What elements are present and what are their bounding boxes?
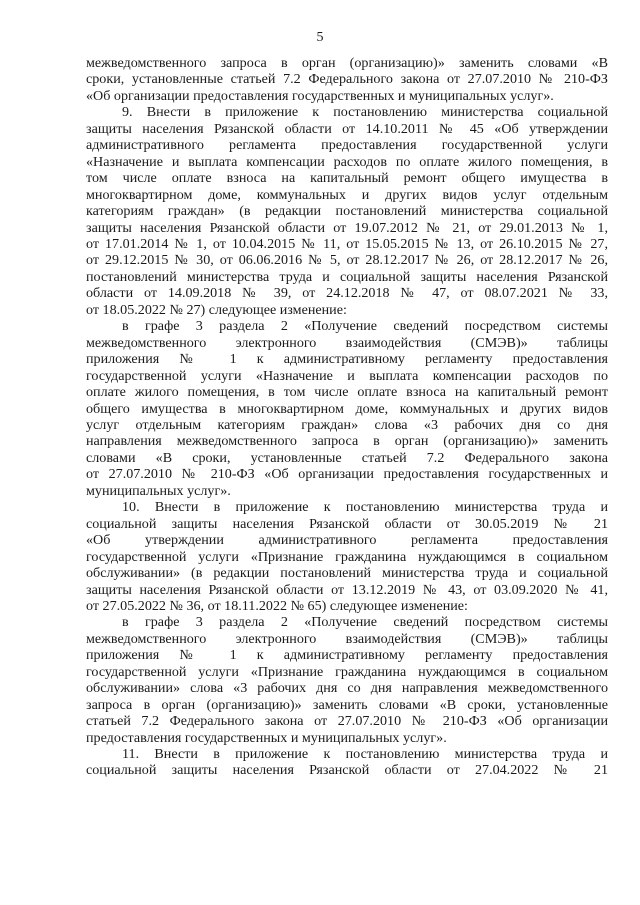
text-line: услуг отдельным категориям граждан» слова «3 рабочих дня со дня [86,416,608,433]
text-line: словами «В сроки, установленные статьей 7.2 Федерального закона [86,449,608,466]
text-line: государственной услуги «Признание гражданина нуждающимся в социальном [86,663,608,680]
paragraph [86,499,608,614]
text-line: защиты населения Рязанской области от 13.12.2019 № 43, от 03.09.2020 № 41, [86,581,608,598]
document-body [86,55,608,779]
text-line: 9. Внести в приложение к постановлению министерства социальной [122,104,608,121]
text-line: сроки, установленные статьей 7.2 Федерального закона от 27.07.2010 № 210-ФЗ [86,71,608,88]
paragraph [86,55,608,104]
text-line: обслуживании» слова «3 рабочих дня со дня направления межведомственного [86,680,608,697]
text-line: социальной защиты населения Рязанской области от 30.05.2019 № 21 [86,515,608,532]
text-line: социальной защиты населения Рязанской области от 27.04.2022 № 21 [86,762,608,779]
paragraph [86,104,608,318]
text-line: общего имущества в многоквартирном доме, коммунальных и других видов [86,400,608,417]
text-line: государственной услуги «Назначение и выплата компенсации расходов по [86,367,608,384]
text-line: государственной услуги «Признание гражданина нуждающимся в социальном [86,548,608,565]
text-line: от 27.05.2022 № 36, от 18.11.2022 № 65) следующее изменение: [86,597,468,614]
text-line: в графе 3 раздела 2 «Получение сведений посредством системы [122,614,608,631]
paragraph [86,614,608,746]
text-line: том числе оплате взноса на капитальный ремонт общего имущества в [86,170,608,187]
text-line: «Об организации предоставления государственных и муниципальных услуг». [86,87,554,104]
text-line: от 18.05.2022 № 27) следующее изменение: [86,301,347,318]
paragraph [86,318,608,499]
text-line: многоквартирном доме, коммунальных и других видов услуг отдельным [86,186,608,203]
text-line: административного регламента предоставления государственной услуги [86,137,608,154]
text-line: в графе 3 раздела 2 «Получение сведений посредством системы [122,318,608,335]
text-line: приложения № 1 к административному регламенту предоставления [86,351,608,368]
text-line: межведомственного электронного взаимодействия (СМЭВ)» таблицы [86,630,608,647]
text-line: от 27.07.2010 № 210-ФЗ «Об организации предоставления государственных и [86,466,608,483]
text-line: межведомственного запроса в орган (организацию)» заменить словами «В [86,55,608,71]
text-line: приложения № 1 к административному регламенту предоставления [86,647,608,664]
text-line: категориям граждан» (в редакции постановлений министерства социальной [86,203,608,220]
text-line: «Об утверждении административного регламента предоставления [86,532,608,549]
text-line: области от 14.09.2018 № 39, от 24.12.2018 № 47, от 08.07.2021 № 33, [86,285,608,302]
text-line: муниципальных услуг». [86,482,231,499]
page-number: 5 [316,30,324,45]
text-line: постановлений министерства труда и социальной защиты населения Рязанской [86,268,608,285]
text-line: от 17.01.2014 № 1, от 10.04.2015 № 11, от 15.05.2015 № 13, от 26.10.2015 № 27, [86,235,608,252]
text-line: от 29.12.2015 № 30, от 06.06.2016 № 5, от 28.12.2017 № 26, от 28.12.2017 № 26, [86,252,608,269]
text-line: статьей 7.2 Федерального закона от 27.07.2010 № 210-ФЗ «Об организации [86,713,608,730]
paragraph [86,746,608,779]
text-line: обслуживании» (в редакции постановлений министерства труда и социальной [86,565,608,582]
text-line: защиты населения Рязанской области от 14.10.2011 № 45 «Об утверждении [86,120,608,137]
text-line: направления межведомственного запроса в орган (организацию)» заменить [86,433,608,450]
text-line: межведомственного электронного взаимодействия (СМЭВ)» таблицы [86,334,608,351]
text-line: оплате жилого помещения, в том числе оплате взноса на капитальный ремонт [86,384,608,401]
text-line: запроса в орган (организацию)» заменить словами «В сроки, установленные [86,696,608,713]
text-line: защиты населения Рязанской области от 19.07.2012 № 21, от 29.01.2013 № 1, [86,219,608,236]
text-line: 11. Внести в приложение к постановлению министерства труда и [122,746,608,763]
text-line: «Назначение и выплата компенсации расходов по оплате жилого помещения, в [86,153,608,170]
text-line: 10. Внести в приложение к постановлению министерства труда и [122,499,608,516]
text-line: предоставления государственных и муниципальных услуг». [86,729,447,746]
